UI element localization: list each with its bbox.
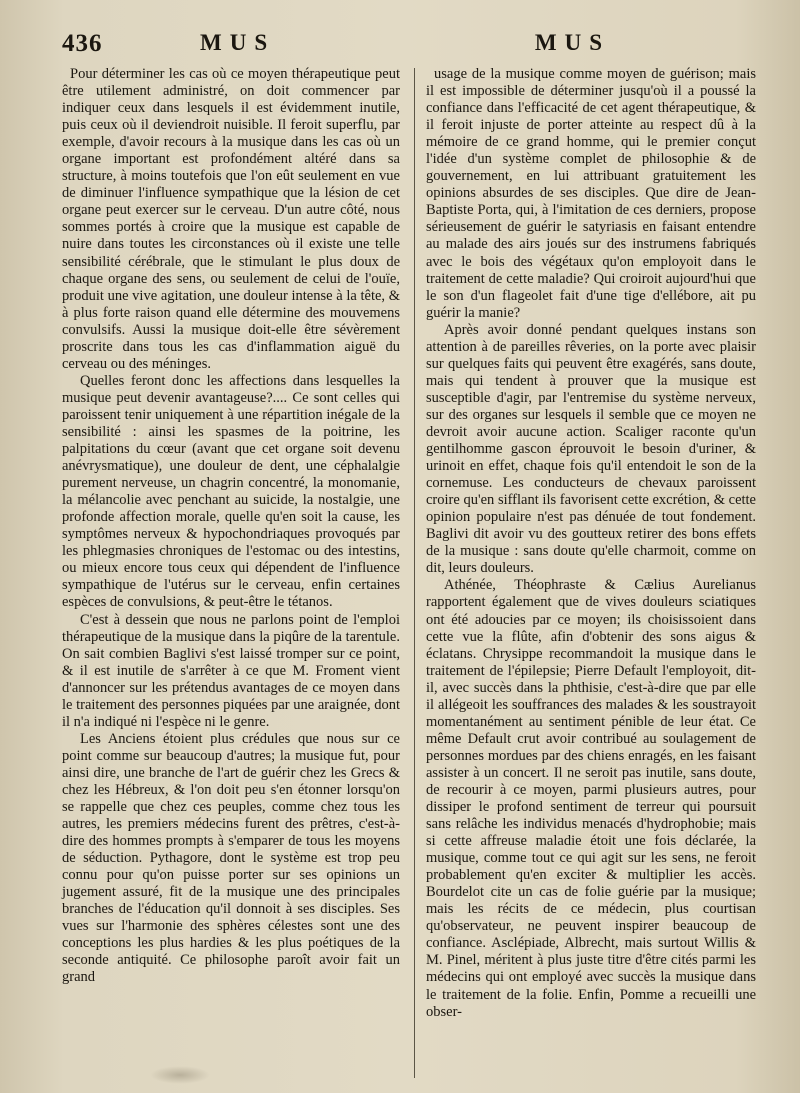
running-head-left: MUS — [200, 30, 276, 55]
paragraph: Après avoir donné pendant quelques instans son attention à de pareilles rêveries, on la porte avec plaisir sur quelques faits qui peuvent être exagérés, sans doute, mais qui tendent à prouver que la musique est susceptible d'agir, par l'entremise du système nerveux, sur des organes sur lesquels il semble que ce moyen ne devroit avoir aucune action. Scaliger raconte qu'un gentilhomme gascon éprouvoit le besoin d'uriner, & urinoit en effet, chaque fois qu'il entendoit le son de la cornemuse. Les conducteurs de chevaux paroissent croire qu'en sifflant ils favorisent cette excrétion, & cette opinion populaire n'est pas dénuée de tout fondement. Baglivi dit avoir vu des goutteux retirer des bons effets de la musique : sans doute qu'elle charmoit, comme on dit, leurs douleurs. — [426, 321, 756, 577]
page-number: 436 — [62, 30, 103, 57]
column-divider — [414, 68, 415, 1078]
running-head-right: MUS — [534, 30, 610, 55]
right-column — [426, 66, 756, 1021]
paragraph: Quelles feront donc les affections dans lesquelles la musique peut devenir avantageuse?.... Ce sont celles qui paroissent tenir uniquement à une répartition inégale de la sensibilité : ainsi les spasmes de la poitrine, les palpitations du cœur (avant que cet organe soit devenu anévrysmatique), une douleur de dent, une céphalalgie purement nerveuse, un chagrin concentré, la monomanie, la mélancolie avec penchant au suicide, la nostalgie, une profonde affection morale, quelle qu'en soit la cause, les symptômes nerveux & hypochondriaques provoqués par les phlegmasies chroniques de l'estomac ou des intestins, ou mieux encore tous ceux qui dépendent de l'influence sympathique de l'utérus sur le cerveau, enfin certaines espèces de convulsions, & peut-être le tétanos. — [62, 372, 400, 611]
paragraph: C'est à dessein que nous ne parlons point de l'emploi thérapeutique de la musique dans la piqûre de la tarentule. On sait combien Baglivi s'est laissé tromper sur ce point, & il est inutile de s'arrêter à ce que M. Froment vient d'annoncer sur les prétendus avantages de ce moyen dans le traitement des personnes piquées par une araignée, dont il n'a indiqué ni l'espèce ni le genre. — [62, 611, 400, 730]
paragraph: Athénée, Théophraste & Cælius Aurelianus rapportent également que de vives douleurs sciatiques ont été adoucies par ce moyen; ils choisissoient dans cette vue la flûte, afin d'obtenir des sons aigus & éclatans. Chrysippe recommandoit la musique dans le traitement de l'épilepsie; Pierre Default l'employoit, dit-il, avec succès dans la phthisie, c'est-à-dire que par elle il allégeoit les souffrances des malades & les soustrayoit momentanément au sentiment pénible de leur état. Ce même Default crut avoir contribué au soulagement de personnes mordues par des chiens enragés, en les faisant assister à un concert. Il ne seroit pas inutile, sans doute, de recourir à ce moyen, parmi plusieurs autres, pour dissiper le profond sentiment de terreur qui poursuit sans relâche les individus menacés d'hydrophobie; mais si cette affreuse maladie étoit une fois déclarée, la musique, comme tout ce qui agit sur les sens, ne feroit probablement qu'en exciter & multiplier les accès. Bourdelot cite un cas de folie guérie par la musique; mais les récits de ce médecin, plus courtisan qu'observateur, ne peuvent inspirer beaucoup de confiance. Asclépiade, Albrecht, mais surtout Willis & M. Pinel, méritent à plus juste titre d'être cités parmi les médecins qui ont employé avec succès la musique dans le traitement de la folie. Enfin, Pomme a recueilli une obser- — [426, 577, 756, 1020]
paragraph: usage de la musique comme moyen de guérison; mais il est impossible de déterminer jusqu'où il a poussé la confiance dans l'efficacité de cet agent thérapeutique, & il feroit injuste de porter atteinte au respect dû à la mémoire de ce grand homme, qui le premier conçut l'idée d'un système complet de philosophie & de gouvernement, en lui attribuant gratuitement les opinions absurdes de ses disciples. Que dire de Jean-Baptiste Porta, qui, à l'imitation de ces derniers, propose sérieusement de guérir le satyriasis en faisant entendre au malade des airs joués sur des instrumens fabriqués avec le bois des végétaux qu'on employoit dans le traitement de cette maladie? Qui croiroit aujourd'hui que le son d'un flageolet fait d'une tige d'ellébore, ait pu guérir la manie? — [426, 66, 756, 321]
page-header — [62, 30, 760, 66]
paragraph: Les Anciens étoient plus crédules que nous sur ce point comme sur beaucoup d'autres; la musique fut, pour ainsi dire, une branche de l'art de guérir chez les Grecs & chez les Hébreux, & l'on doit peu s'en étonner lorsqu'on se rappelle que chez ces peuples, comme chez tous les autres, les premiers médecins furent des prêtres, c'est-à-dire des hommes prompts à s'emparer de tous les moyens de séduction. Pythagore, dont le système est trop peu connu pour qu'on puisse porter sur ses opinions un jugement assuré, fit de la musique une des principales branches de l'éducation qu'il donnoit à ses disciples. Ses vues sur l'harmonie des sphères célestes sont une des conceptions les plus hardies & les plus poétiques de la seconde antiquité. Ce philosophe paroît avoir fait un grand — [62, 730, 400, 986]
ink-smudge — [150, 1066, 210, 1084]
paragraph: Pour déterminer les cas où ce moyen thérapeutique peut être utilement administré, on doit commencer par indiquer ceux dans lesquels il est évidemment inutile, puis ceux où il deviendroit nuisible. Il feroit superflu, par exemple, d'avoir recours à la musique dans les cas où un organe important est profondément altéré dans sa structure, à moins toutefois que l'on eût seulement en vue de diminuer l'influence sympathique que la lésion de cet organe peut exercer sur le cerveau. D'un autre côté, nous sommes portés à croire que la musique est capable de nuire dans toutes les circonstances où il existe une telle sensibilité cérébrale, que le stimulant le plus doux de chaque organe des sens, ou seulement de celui de l'ouïe, produit une vive agitation, une douleur intense à la tête, & à plus forte raison quand elle détermine des mouvemens convulsifs. Aussi la musique doit-elle être sévèrement proscrite dans tous les cas d'inflammation aiguë du cerveau ou des méninges. — [62, 66, 400, 372]
left-column — [62, 66, 400, 987]
